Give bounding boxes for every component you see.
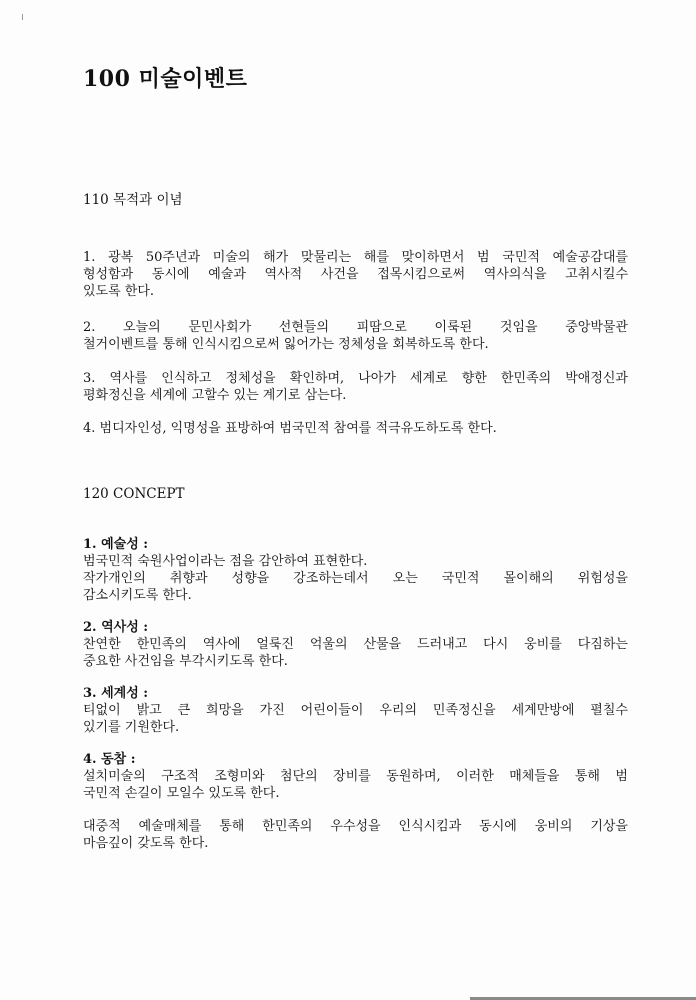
paragraph-line: 범국민적 숙원사업이라는 점을 감안하여 표현한다. <box>83 554 368 569</box>
concept-item-heading: 2. 역사성 : <box>83 620 149 635</box>
paragraph-line: 있도록 한다. <box>83 284 155 299</box>
paragraph-line: 철거이벤트를 통해 인식시킴으로써 잃어가는 정체성을 회복하도록 한다. <box>83 337 489 352</box>
paragraph-line: 4. 범디자인성, 익명성을 표방하여 범국민적 참여를 적극유도하도록 한다. <box>83 421 497 436</box>
paragraph-line: 대중적 예술매체를 통해 한민족의 우수성을 인식시킴과 동시에 웅비의 기상을 <box>83 819 628 834</box>
paragraph-line: 찬연한 한민족의 역사에 얼룩진 억울의 산물을 드러내고 다시 웅비를 다짐하는 <box>83 637 628 652</box>
paragraph-line: 작가개인의 취향과 성향을 강조하는데서 오는 국민적 몰이해의 위험성을 <box>83 571 628 586</box>
page-title: 100 미술이벤트 <box>83 66 248 92</box>
paragraph-line: 중요한 사건임을 부각시키도록 한다. <box>83 654 288 669</box>
concept-item-heading: 1. 예술성 : <box>83 537 149 552</box>
paragraph-line: 형성함과 동시에 예술과 역사적 사건을 접목시킴으로써 역사의식을 고취시킬수 <box>83 267 628 282</box>
paragraph-line: 티없이 밝고 큰 희망을 가진 어린이들이 우리의 민족정신을 세계만방에 펼칠수 <box>83 703 628 718</box>
concept-closing-paragraph <box>83 818 628 852</box>
paragraph-line: 평화정신을 세계에 고할수 있는 계기로 삼는다. <box>83 388 347 403</box>
paragraph-line: 국민적 손길이 모일수 있도록 한다. <box>83 786 280 801</box>
paragraph-line: 3. 역사를 인식하고 정체성을 확인하며, 나아가 세계로 향한 한민족의 박애정신과 <box>83 371 628 386</box>
paragraph-line: 2. 오늘의 문민사회가 선현들의 피땀으로 이룩된 것임을 중앙박물관 <box>83 320 628 335</box>
purpose-paragraph-1 <box>83 249 628 300</box>
paragraph-line: 감소시키도록 한다. <box>83 588 192 603</box>
paragraph-line: 마음깊이 갖도록 한다. <box>83 836 209 851</box>
purpose-paragraph-3 <box>83 370 628 404</box>
purpose-paragraph-2 <box>83 319 628 353</box>
concept-item-heading: 3. 세계성 : <box>83 686 149 701</box>
concept-item-artistry <box>83 536 628 604</box>
scan-tick-mark <box>22 14 23 20</box>
concept-item-heading: 4. 동참 : <box>83 752 136 767</box>
section-heading-purpose: 110 목적과 이념 <box>83 192 183 208</box>
paragraph-line: 설치미술의 구조적 조형미와 첨단의 장비를 동원하며, 이러한 매체들을 통해 범 <box>83 769 628 784</box>
concept-item-globality <box>83 685 628 736</box>
section-heading-concept: 120 CONCEPT <box>83 486 185 502</box>
concept-item-history <box>83 619 628 670</box>
purpose-paragraph-4 <box>83 420 628 437</box>
concept-item-participation <box>83 751 628 802</box>
paragraph-line: 있기를 기원한다. <box>83 720 180 735</box>
paragraph-line: 1. 광복 50주년과 미술의 해가 맞물리는 해를 맞이하면서 범 국민적 예술공감대를 <box>83 250 628 265</box>
